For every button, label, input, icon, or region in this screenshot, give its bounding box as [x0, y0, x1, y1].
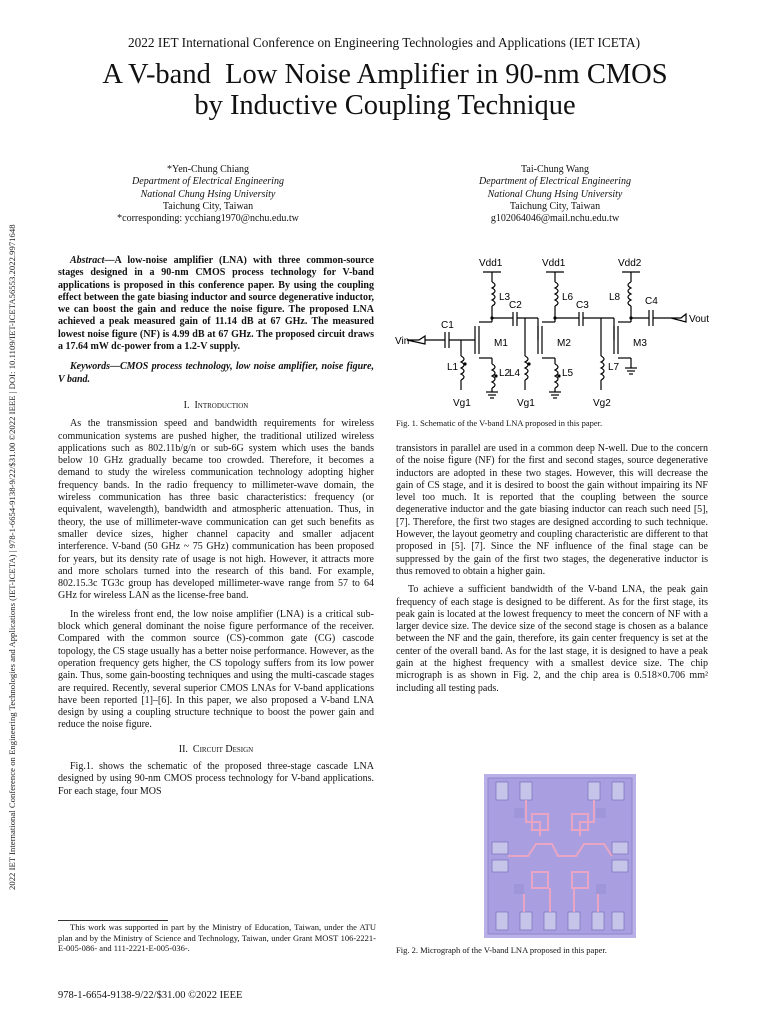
left-column	[58, 255, 374, 798]
author-1-contact: *corresponding: ycchiang1970@nchu.edu.tw	[117, 213, 299, 225]
conference-header: 2022 IET International Conference on Engineering Technologies and Applications (IET ICETA)	[127, 35, 640, 50]
label-vdd2: Vdd2	[618, 258, 642, 269]
abstract-lead: Abstract	[70, 255, 105, 266]
abstract-body: —A low-noise amplifier (LNA) with three common-source stages designed in a 90-nm CMOS process technology for V-band applications is proposed in this conference paper. By using the coupling effect between the gate biasing inductor and source degenerative inductor, we can boost the gain and reduce the noise figure. The proposed LNA achieved a peak measured gain of 11.14 dB at 67 GHz. The measured lowest noise figure (NF) is 4.99 dB at 67 GHz. The proposed circuit draws a 17.64 mW dc-power from a 1.2-V supply.	[58, 255, 374, 353]
abstract	[58, 255, 374, 353]
doi-sidebar-text: 2022 IET International Conference on Engineering Technologies and Applications (IET-ICETA) | 978-1-6654-9138-9/22/$31.00 ©2022 IEEE | DOI: 10.1109/IET-ICETA56553.2022.9971648	[7, 224, 17, 890]
footnote-rule	[58, 920, 168, 921]
section-2-number: II.	[178, 743, 188, 755]
doi-sidebar	[4, 130, 30, 890]
label-l4: L4	[509, 368, 521, 379]
author-2-univ: National Chung Hsing University	[487, 188, 623, 200]
paper-title	[40, 59, 730, 121]
label-l3: L3	[499, 292, 511, 303]
author-1-dept: Department of Electrical Engineering	[132, 176, 284, 188]
author-1-name: *Yen-Chung Chiang	[166, 164, 250, 175]
copyright-line: 978-1-6654-9138-9/22/$31.00 ©2022 IEEE	[58, 990, 243, 1001]
footnote	[58, 922, 376, 954]
label-m1: M1	[494, 338, 508, 349]
footnote-text: This work was supported in part by the Ministry of Education, Taiwan, under the ATU plan and by the Ministry of Science and Technology, Taiwan, under Grant MOST 106-2221-E-005-086- and 111-2221-E-005-036-.	[58, 922, 376, 953]
label-l2: L2	[499, 368, 511, 379]
author-block-1	[68, 164, 348, 225]
keywords: Keywords—CMOS process technology, low noise amplifier, noise figure, V band.	[58, 361, 374, 385]
label-c1: C1	[441, 320, 454, 331]
label-vin: Vin	[395, 336, 410, 347]
design-paragraph-1: Fig.1. shows the schematic of the proposed three-stage cascade LNA designed by using 90-nm CMOS process technology for V-band applications. For each stage, four MOS	[58, 760, 374, 797]
author-1-univ: National Chung Hsing University	[140, 188, 276, 200]
right-column	[396, 443, 708, 695]
author-block-2	[415, 164, 695, 225]
fig2-caption: Fig. 2. Micrograph of the V-band LNA proposed in this paper.	[396, 945, 607, 955]
label-l1: L1	[447, 362, 459, 373]
intro-paragraph-2: In the wireless front end, the low noise amplifier (LNA) is a critical sub-block which general dominant the noise figure performance of the receiver. Compared with the common source (CS)-common gate (CG) cascode topology, the CS stage usually has a better noise performance. However, as the operation frequency gets higher, the CS topology suffers from its low power gain. Thus, some gain-boosting techniques and using the multi-cascade stages are required. Recently, several superior CMOS LNAs for V-band applications have been reported [1]–[6]. In this paper, we also proposed a V-band LNA design by using a coupling structure technique to boost the power gain and reduce the noise figure.	[58, 608, 374, 731]
design-paragraph-3: To achieve a sufficient bandwidth of the V-band LNA, the peak gain frequency of each stage is designed to be different. As for the first stage, its peak gain is located at the lowest frequency to meet the concern of NF with a larger device size. The device size of the second stage is chosen as a balance between the NF and the gain, therefore, its gain center frequency is set at the center of the overall band. As for the last stage, it is designed to have a peak gain at the highest frequency with a smallest device size. The chip micrograph is as shown in Fig. 2, and the chip area is 0.518×0.706 mm² including all testing pads.	[396, 584, 708, 694]
label-vdd1-a: Vdd1	[479, 258, 503, 269]
label-vg1-a: Vg1	[453, 398, 471, 409]
design-paragraph-2: transistors in parallel are used in a common deep N-well. Due to the concern of the noise figure (NF) for the first and second stages, source degenerative inductors are adopted in these two stages. However, this will decrease the gain of CS stage, and it is desired to boost the gain without impairing its NF level too much. It is reported that the coupling between the source degenerative inductor and the gate biasing inductor can reach such need [5], [7]. Therefore, the first two stages are designed according to such technique. However, the layout geometry and coupling characteristic are different to that proposed in [5]. [7]. Since the NF influence of the final stage can be suppressed by the gain of the first two stages, the degenerative inductor is thus removed to obtain a higher gain.	[396, 443, 708, 577]
label-m2: M2	[557, 338, 571, 349]
label-l5: L5	[562, 368, 574, 379]
title-line-2: by Inductive Coupling Technique	[194, 90, 576, 121]
label-m3: M3	[633, 338, 647, 349]
section-1-number: I.	[183, 399, 190, 411]
schematic-figure	[395, 252, 713, 412]
section-2-title: Circuit Design	[192, 743, 254, 755]
author-2-contact: g102064046@mail.nchu.edu.tw	[490, 213, 620, 225]
label-l6: L6	[562, 292, 574, 303]
label-vg2: Vg2	[593, 398, 611, 409]
fig1-caption: Fig. 1. Schematic of the V-band LNA proposed in this paper.	[396, 418, 603, 428]
author-2-name: Tai-Chung Wang	[520, 164, 590, 175]
author-2-dept: Department of Electrical Engineering	[479, 176, 631, 188]
intro-paragraph-1: As the transmission speed and bandwidth requirements for wireless communication systems are pushed higher, the traditional utilized wireless applications such as 802.11b/g/n or sub-6G system which uses the bands below 10 GHz gradually became too crowded. Therefore, it becomes a demand to study the wireless communication technology adopting higher frequency bands. In the radio frequency to millimeter-wave domain, the wireless communication has three basic characteristics: frequency (or equivalent, wavelength), bandwidth and atmospheric attenuation. Thus, in theory, the use of millimeter-wave communication can get such benefits as smaller device sizes, higher channel capacity and smaller adjacent interference. V-band (50 GHz ~ 75 GHz) communication has been proposed for years, but its density rate of usage is not high. However, it attracts more and more scholars turned into the research of this band. For example, 802.15.3c TG3c group has developed millimeter-wave range from 57 to 64 GHz for wireless LAN as the license-free band.	[58, 418, 374, 602]
section-2-heading	[58, 744, 374, 756]
label-c4: C4	[645, 296, 658, 307]
label-c2: C2	[509, 300, 522, 311]
label-vdd1-b: Vdd1	[542, 258, 566, 269]
label-c3: C3	[576, 300, 589, 311]
author-1-city: Taichung City, Taiwan	[162, 200, 254, 212]
label-l8: L8	[609, 292, 621, 303]
section-1-heading	[58, 400, 374, 412]
chip-micrograph	[484, 774, 636, 938]
label-vg1-b: Vg1	[517, 398, 535, 409]
author-2-city: Taichung City, Taiwan	[509, 200, 601, 212]
label-l7: L7	[608, 362, 620, 373]
label-vout: Vout	[689, 314, 710, 325]
section-1-title: Introduction	[194, 399, 249, 411]
title-line-1: A V-band Low Noise Amplifier in 90-nm CMOS	[102, 59, 668, 90]
